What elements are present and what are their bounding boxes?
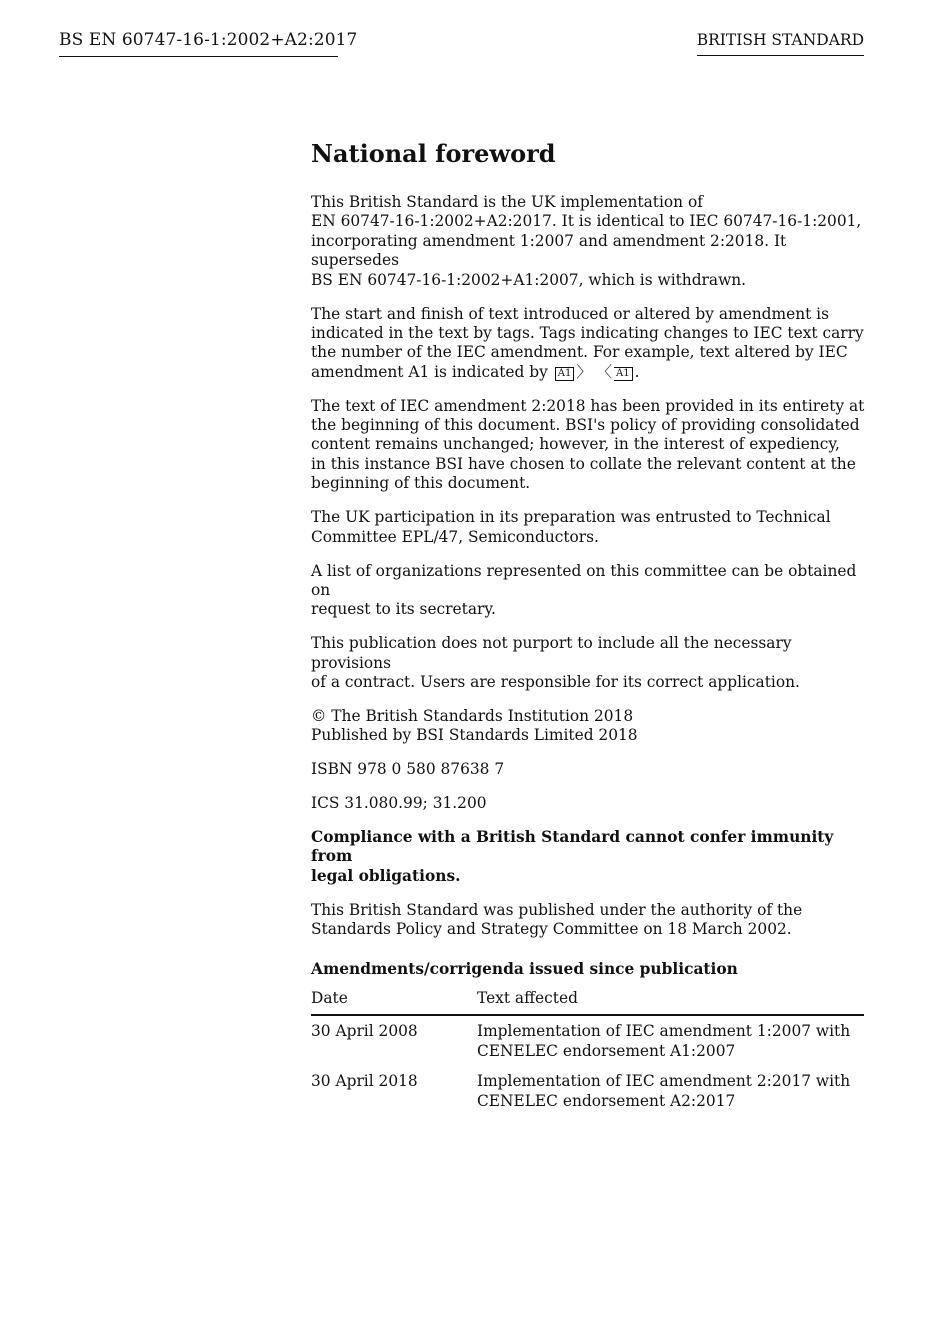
isbn: ISBN 978 0 580 87638 7 [311, 760, 505, 779]
tag-end-arrow: 〈 [596, 362, 613, 381]
page-title: National foreword [311, 139, 556, 168]
amendment-tags-text: The start and finish of text introduced or altered by amendment is indicated in the text by tags. Tags indicating changes to IEC text carry the number of the IEC amendment. For example, text altered by IEC amendment A1 is indicated by [311, 304, 864, 381]
paragraph-provisions: This publication does not purport to include all the necessary provisions of a contract. Users are responsible for its correct application. [311, 634, 800, 692]
paragraph-copyright: © The British Standards Institution 2018 Published by BSI Standards Limited 2018 [311, 706, 638, 745]
amendment-date: 30 April 2018 [311, 1072, 418, 1091]
amendment-text: Implementation of IEC amendment 2:2017 with CENELEC endorsement A2:2017 [477, 1072, 851, 1110]
foreword-content [311, 138, 867, 1116]
paragraph-authority: This British Standard was published under the authority of the Standards Policy and Strategy Committee on 18 March 2002. [311, 900, 803, 939]
paragraph-committee: The UK participation in its preparation was entrusted to Technical Committee EPL/47, Semiconductors. [311, 508, 831, 546]
amendment-tags-period: . [634, 362, 640, 381]
paragraph-amendment-tags [311, 305, 867, 383]
amendment-date: 30 April 2008 [311, 1022, 418, 1041]
column-header-date: Date [311, 985, 477, 1015]
amendments-table [311, 985, 864, 1116]
tag-start-arrow: 〉 [576, 362, 592, 381]
ics: ICS 31.080.99; 31.200 [311, 794, 487, 813]
table-row [311, 1015, 864, 1066]
amendments-title: Amendments/corrigenda issued since publication [311, 959, 738, 978]
paragraph-amendment-2: The text of IEC amendment 2:2018 has been provided in its entirety at the beginning of this document. BSI's policy of providing consolidated content remains unchanged; however, in the interest of expediency, in this instance BSI have chosen to collate the relevant content at the beginning of this document. [311, 396, 865, 493]
amendment-end-tag-icon: A1 [614, 367, 633, 381]
paragraph-organizations: A list of organizations represented on this committee can be obtained on request to its secretary. [311, 561, 857, 619]
paragraph-implementation: This British Standard is the UK implementation of EN 60747-16-1:2002+A2:2017. It is identical to IEC 60747-16-1:2001, incorporating amendment 1:2007 and amendment 2:2018. It supersedes BS EN 60747-16-1:2002+A1:2007, which is withdrawn. [311, 193, 862, 289]
document-number-header: BS EN 60747-16-1:2002+A2:2017 [59, 30, 338, 57]
table-header-row [311, 985, 864, 1015]
british-standard-header: BRITISH STANDARD [697, 31, 864, 56]
table-row [311, 1066, 864, 1116]
amendment-text: Implementation of IEC amendment 1:2007 with CENELEC endorsement A1:2007 [477, 1022, 851, 1060]
compliance-notice: Compliance with a British Standard cannot confer immunity from legal obligations. [311, 828, 834, 885]
column-header-text-affected: Text affected [477, 985, 864, 1015]
amendment-start-tag-icon: A1 [555, 367, 575, 381]
